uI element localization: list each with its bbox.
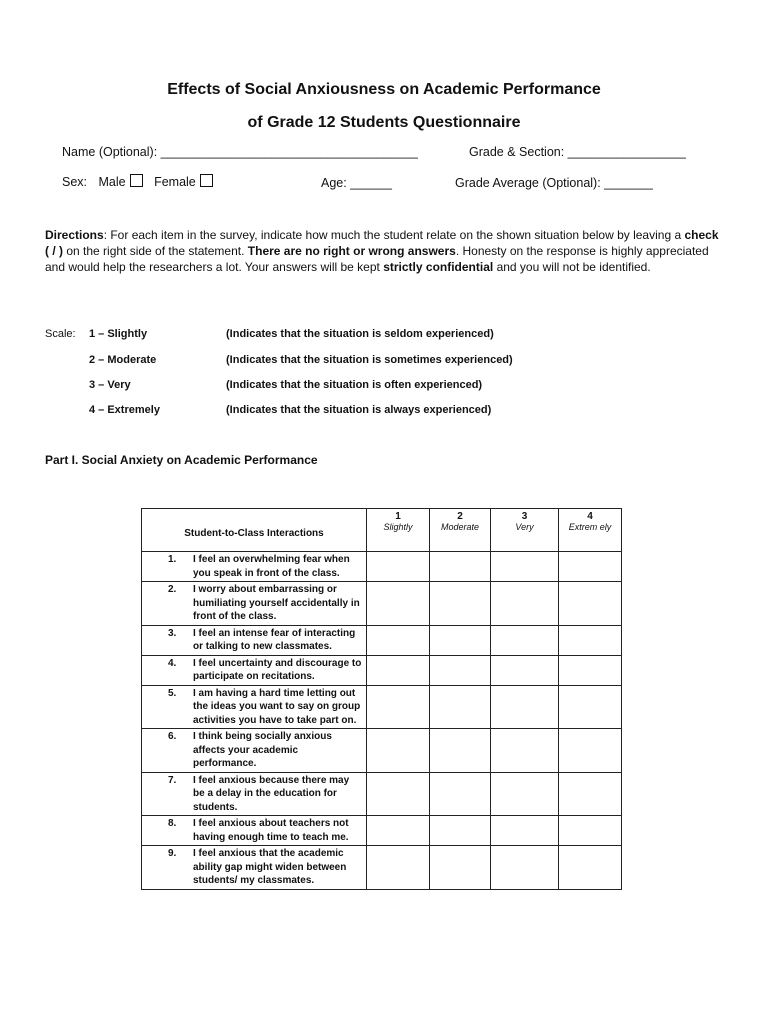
table-row bbox=[142, 729, 622, 773]
grade-average-field[interactable]: Grade Average (Optional): _______ bbox=[455, 176, 653, 190]
directions-no-right: There are no right or wrong answers bbox=[247, 244, 456, 258]
answer-cell-1[interactable] bbox=[367, 685, 430, 729]
scale-desc: (Indicates that the situation is sometimes experienced) bbox=[226, 354, 513, 366]
answer-cell-2[interactable] bbox=[430, 772, 491, 816]
answer-cell-4[interactable] bbox=[559, 729, 622, 773]
table-row bbox=[142, 625, 622, 655]
item-text: I feel anxious that the academic ability gap might widen between students/ my classmates. bbox=[193, 848, 347, 886]
age-field[interactable]: Age: ______ bbox=[321, 176, 392, 190]
answer-cell-2[interactable] bbox=[430, 685, 491, 729]
female-checkbox[interactable] bbox=[200, 174, 213, 187]
answer-cell-3[interactable] bbox=[491, 772, 559, 816]
item-text: I feel anxious because there may be a delay in the education for students. bbox=[193, 774, 350, 813]
item-text: I feel anxious about teachers not having enough time to teach me. bbox=[193, 818, 349, 843]
directions-text-2: on the right side of the statement. bbox=[63, 244, 248, 258]
answer-cell-4[interactable] bbox=[559, 655, 622, 685]
answer-cell-2[interactable] bbox=[430, 816, 491, 846]
item-text: I feel uncertainty and discourage to participate on recitations. bbox=[193, 657, 362, 682]
answer-cell-3[interactable] bbox=[491, 729, 559, 773]
answer-cell-1[interactable] bbox=[367, 772, 430, 816]
item-number: 3. bbox=[168, 627, 177, 639]
answer-cell-1[interactable] bbox=[367, 625, 430, 655]
survey-table bbox=[141, 508, 622, 890]
sex-field bbox=[62, 174, 213, 189]
answer-cell-3[interactable] bbox=[491, 685, 559, 729]
item-text: I feel an intense fear of interacting or talking to new classmates. bbox=[193, 627, 356, 652]
answer-cell-1[interactable] bbox=[367, 729, 430, 773]
table-row bbox=[142, 552, 622, 582]
scale-level: 3 – Very bbox=[89, 379, 131, 391]
directions-text-1: : For each item in the survey, indicate how much the student relate on the shown situation below by leaving a bbox=[103, 228, 685, 242]
scale-label: Scale: bbox=[45, 328, 76, 340]
answer-cell-2[interactable] bbox=[430, 582, 491, 626]
table-row bbox=[142, 846, 622, 890]
item-number: 2. bbox=[168, 584, 177, 595]
table-row bbox=[142, 772, 622, 816]
item-text: I worry about embarrassing or humiliating yourself accidentally in front of the class. bbox=[193, 584, 360, 622]
answer-cell-3[interactable] bbox=[491, 582, 559, 626]
scale-desc: (Indicates that the situation is seldom experienced) bbox=[226, 328, 494, 340]
answer-cell-2[interactable] bbox=[430, 552, 491, 582]
male-checkbox[interactable] bbox=[130, 174, 143, 187]
answer-cell-4[interactable] bbox=[559, 625, 622, 655]
item-number: 1. bbox=[168, 554, 177, 565]
scale-desc: (Indicates that the situation is always experienced) bbox=[226, 404, 492, 416]
table-row bbox=[142, 582, 622, 626]
category-header: Student-to-Class Interactions bbox=[142, 509, 367, 552]
male-label: Male bbox=[98, 175, 126, 189]
item-number: 6. bbox=[168, 731, 177, 742]
table-row bbox=[142, 655, 622, 685]
answer-cell-4[interactable] bbox=[559, 552, 622, 582]
answer-cell-1[interactable] bbox=[367, 816, 430, 846]
scale-desc: (Indicates that the situation is often experienced) bbox=[226, 379, 483, 391]
directions-label: Directions bbox=[45, 228, 104, 242]
answer-cell-4[interactable] bbox=[559, 685, 622, 729]
answer-cell-1[interactable] bbox=[367, 846, 430, 890]
scale-level: 1 – Slightly bbox=[89, 328, 148, 340]
answer-cell-3[interactable] bbox=[491, 846, 559, 890]
title-line-2: of Grade 12 Students Questionnaire bbox=[247, 114, 521, 131]
scale-column-3: 3 Very bbox=[491, 509, 559, 552]
item-text: I think being socially anxious affects your academic performance. bbox=[193, 731, 332, 769]
part-1-title: Part I. Social Anxiety on Academic Performance bbox=[45, 453, 318, 467]
scale-column-1: 1 Slightly bbox=[367, 509, 430, 552]
answer-cell-3[interactable] bbox=[491, 816, 559, 846]
answer-cell-4[interactable] bbox=[559, 846, 622, 890]
item-number: 4. bbox=[168, 657, 177, 669]
answer-cell-4[interactable] bbox=[559, 816, 622, 846]
name-field[interactable]: Name (Optional): _____________________________________ bbox=[62, 145, 418, 159]
scale-column-2: 2 Moderate bbox=[430, 509, 491, 552]
answer-cell-1[interactable] bbox=[367, 582, 430, 626]
answer-cell-2[interactable] bbox=[430, 655, 491, 685]
grade-section-field[interactable]: Grade & Section: _________________ bbox=[469, 145, 686, 159]
answer-cell-1[interactable] bbox=[367, 655, 430, 685]
item-number: 8. bbox=[168, 818, 177, 829]
scale-level: 2 – Moderate bbox=[89, 354, 157, 366]
answer-cell-3[interactable] bbox=[491, 655, 559, 685]
answer-cell-2[interactable] bbox=[430, 846, 491, 890]
item-text: I am having a hard time letting out the ideas you want to say on group activities you have to take part on. bbox=[193, 687, 361, 726]
answer-cell-4[interactable] bbox=[559, 582, 622, 626]
item-text: I feel an overwhelming fear when you speak in front of the class. bbox=[193, 554, 350, 579]
table-row bbox=[142, 685, 622, 729]
directions-paragraph bbox=[45, 227, 725, 275]
directions-text-3: . Honesty on the response is highly appreciated and would help the researchers a lot. Your answers will be kept bbox=[45, 244, 709, 274]
table-row bbox=[142, 816, 622, 846]
answer-cell-3[interactable] bbox=[491, 552, 559, 582]
item-number: 9. bbox=[168, 848, 177, 859]
scale-column-4: 4 Extrem ely bbox=[559, 509, 622, 552]
table-header-row bbox=[142, 509, 622, 552]
title-line-1: Effects of Social Anxiousness on Academic Performance bbox=[167, 81, 601, 98]
sex-label: Sex: bbox=[62, 175, 88, 189]
item-number: 7. bbox=[168, 774, 177, 786]
item-number: 5. bbox=[168, 687, 177, 699]
answer-cell-3[interactable] bbox=[491, 625, 559, 655]
answer-cell-1[interactable] bbox=[367, 552, 430, 582]
directions-text-4: and you will not be identified. bbox=[493, 260, 651, 274]
answer-cell-2[interactable] bbox=[430, 625, 491, 655]
female-label: Female bbox=[154, 175, 196, 189]
answer-cell-2[interactable] bbox=[430, 729, 491, 773]
scale-level: 4 – Extremely bbox=[89, 404, 160, 416]
answer-cell-4[interactable] bbox=[559, 772, 622, 816]
directions-check: check ( / ) bbox=[45, 228, 719, 258]
directions-strict: strictly confidential bbox=[383, 260, 494, 274]
